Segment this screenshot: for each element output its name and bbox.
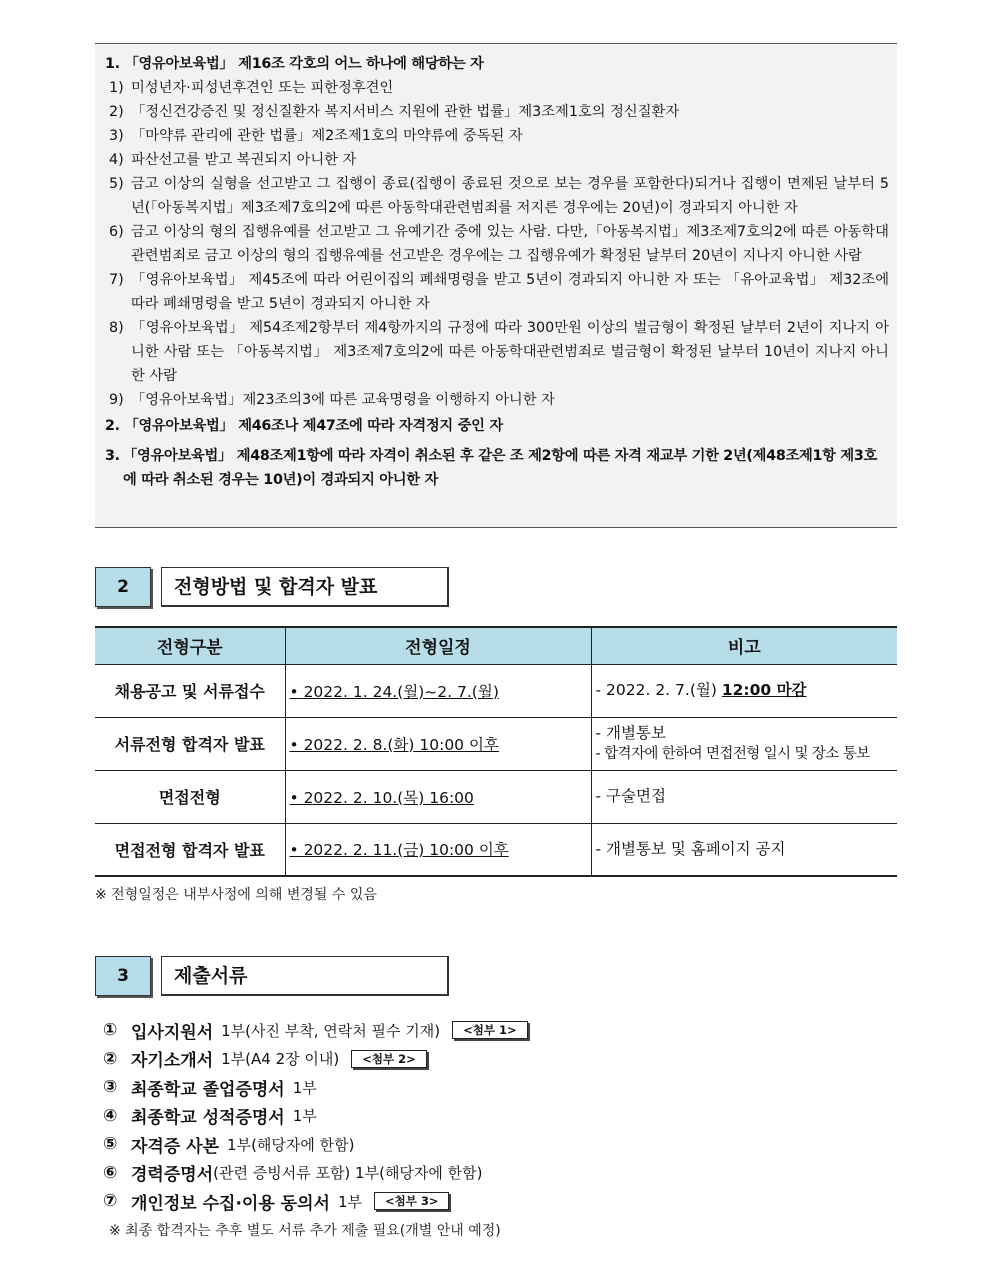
disq-main-2: 2. 「영유아보육법」 제46조나 제47조에 따라 자격정지 중인 자 — [105, 418, 503, 434]
disq-sub-item: 2) 「정신건강증진 및 정신질환자 복지서비스 지원에 관한 법률」제3조제1호의 정신질환자 — [109, 104, 680, 120]
table-row — [95, 717, 897, 770]
list-item: ⑤ 자격증 사본 1부(해당자에 한함) — [103, 1134, 355, 1157]
note-cell: - 개별통보 - 합격자에 한하여 면접전형 일시 및 장소 통보 — [591, 717, 897, 770]
disq-sub-item: 7) 「영유아보육법」 제45조에 따라 어린이집의 폐쇄명령을 받고 5년이 경과되지 아니한 자 또는 「유아교육법」 제32조에 따라 폐쇄명령을 받고 5년이 경과되지 아니한 자 — [109, 272, 889, 312]
attachment-badge: <첨부 2> — [351, 1050, 427, 1068]
stage-cell: 서류전형 합격자 발표 — [95, 717, 285, 770]
disq-sub-item: 9) 「영유아보육법」제23조의3에 따른 교육명령을 이행하지 아니한 자 — [109, 392, 555, 408]
disq-sub-item: 5) 금고 이상의 실형을 선고받고 그 집행이 종료(집행이 종료된 것으로 보는 경우를 포함한다)되거나 집행이 면제된 날부터 5년(「아동복지법」제3조제7호의2에 따른 아동학대관련범죄를 저지른 경우에는 20년)이 경과되지 아니한 자 — [109, 176, 889, 216]
section-3-title: 제출서류 — [161, 956, 449, 996]
list-item: ④ 최종학교 성적증명서 1부 — [103, 1105, 317, 1129]
list-item: ⑥ 경력증명서 (관련 증빙서류 포함) 1부(해당자에 한함) — [103, 1162, 483, 1186]
table-row — [95, 823, 897, 876]
disq-main-3: 3. 「영유아보육법」 제48조제1항에 따라 자격이 취소된 후 같은 조 제2항에 따른 자격 재교부 기한 2년(제48조제1항 제3호에 따라 취소된 경우는 10년)이 경과되지 아니한 자 — [105, 448, 877, 488]
col-header-date: 전형일정 — [285, 627, 591, 664]
date-cell: • 2022. 2. 11.(금) 10:00 이후 — [285, 823, 591, 876]
schedule-footnote: ※ 전형일정은 내부사정에 의해 변경될 수 있음 — [95, 887, 377, 903]
date-cell: • 2022. 1. 24.(월)~2. 7.(월) — [285, 664, 591, 717]
stage-cell: 면접전형 — [95, 770, 285, 823]
list-item: ② 자기소개서 1부(A4 2장 이내) <첨부 2> — [103, 1045, 528, 1074]
disq-sub-item: 4) 파산선고를 받고 복권되지 아니한 자 — [109, 152, 357, 168]
attachment-badge: <첨부 3> — [374, 1192, 450, 1210]
attachment-badge: <첨부 1> — [452, 1021, 528, 1039]
col-header-stage: 전형구분 — [95, 627, 285, 664]
disq-main-1: 1. 「영유아보육법」 제16조 각호의 어느 하나에 해당하는 자 — [105, 56, 484, 72]
table-header-row — [95, 627, 897, 664]
date-cell: • 2022. 2. 10.(목) 16:00 — [285, 770, 591, 823]
table-row — [95, 664, 897, 717]
note-cell: - 2022. 2. 7.(월) 12:00 마감 — [591, 664, 897, 717]
table-row — [95, 770, 897, 823]
disq-sub-item: 8) 「영유아보육법」 제54조제2항부터 제4항까지의 규정에 따라 300만원 이상의 벌금형이 확정된 날부터 2년이 지나지 아니한 사람 또는 「아동복지법」 제3조제7호의2에 따른 아동학대관련범죄로 벌금형이 확정된 날부터 10년이 지나지 아니한 사람 — [109, 320, 889, 384]
documents-list — [103, 1016, 528, 1240]
list-item: ① 입사지원서 1부(사진 부착, 연락처 필수 기재) <첨부 1> — [103, 1016, 528, 1045]
documents-footnote: ※ 최종 합격자는 추후 별도 서류 추가 제출 필요(개별 안내 예정) — [109, 1222, 501, 1239]
schedule-table — [95, 626, 897, 877]
stage-cell: 면접전형 합격자 발표 — [95, 823, 285, 876]
list-item: ⑦ 개인정보 수집·이용 동의서 1부 <첨부 3> — [103, 1187, 528, 1216]
note-cell: - 구술면접 — [591, 770, 897, 823]
disqualification-box — [95, 43, 897, 528]
disq-sub-item: 3) 「마약류 관리에 관한 법률」제2조제1호의 마약류에 중독된 자 — [109, 128, 523, 144]
section-2-title: 전형방법 및 합격자 발표 — [161, 567, 449, 607]
section-3-number: 3 — [95, 956, 151, 996]
date-cell: • 2022. 2. 8.(화) 10:00 이후 — [285, 717, 591, 770]
list-item: ③ 최종학교 졸업증명서 1부 — [103, 1077, 317, 1100]
disq-sub-item: 6) 금고 이상의 형의 집행유예를 선고받고 그 유예기간 중에 있는 사람. 다만,「아동복지법」제3조제7호의2에 따른 아동학대관련범죄로 금고 이상의 형의 집행유예를 선고받은 경우에는 그 집행유예가 확정된 날부터 20년이 지나지 아니한 사람 — [109, 224, 889, 264]
disq-sub-item: 1) 미성년자·피성년후견인 또는 피한정후견인 — [109, 80, 394, 96]
stage-cell: 채용공고 및 서류접수 — [95, 664, 285, 717]
section-2-number: 2 — [95, 567, 151, 607]
col-header-note: 비고 — [591, 627, 897, 664]
note-cell: - 개별통보 및 홈페이지 공지 — [591, 823, 897, 876]
